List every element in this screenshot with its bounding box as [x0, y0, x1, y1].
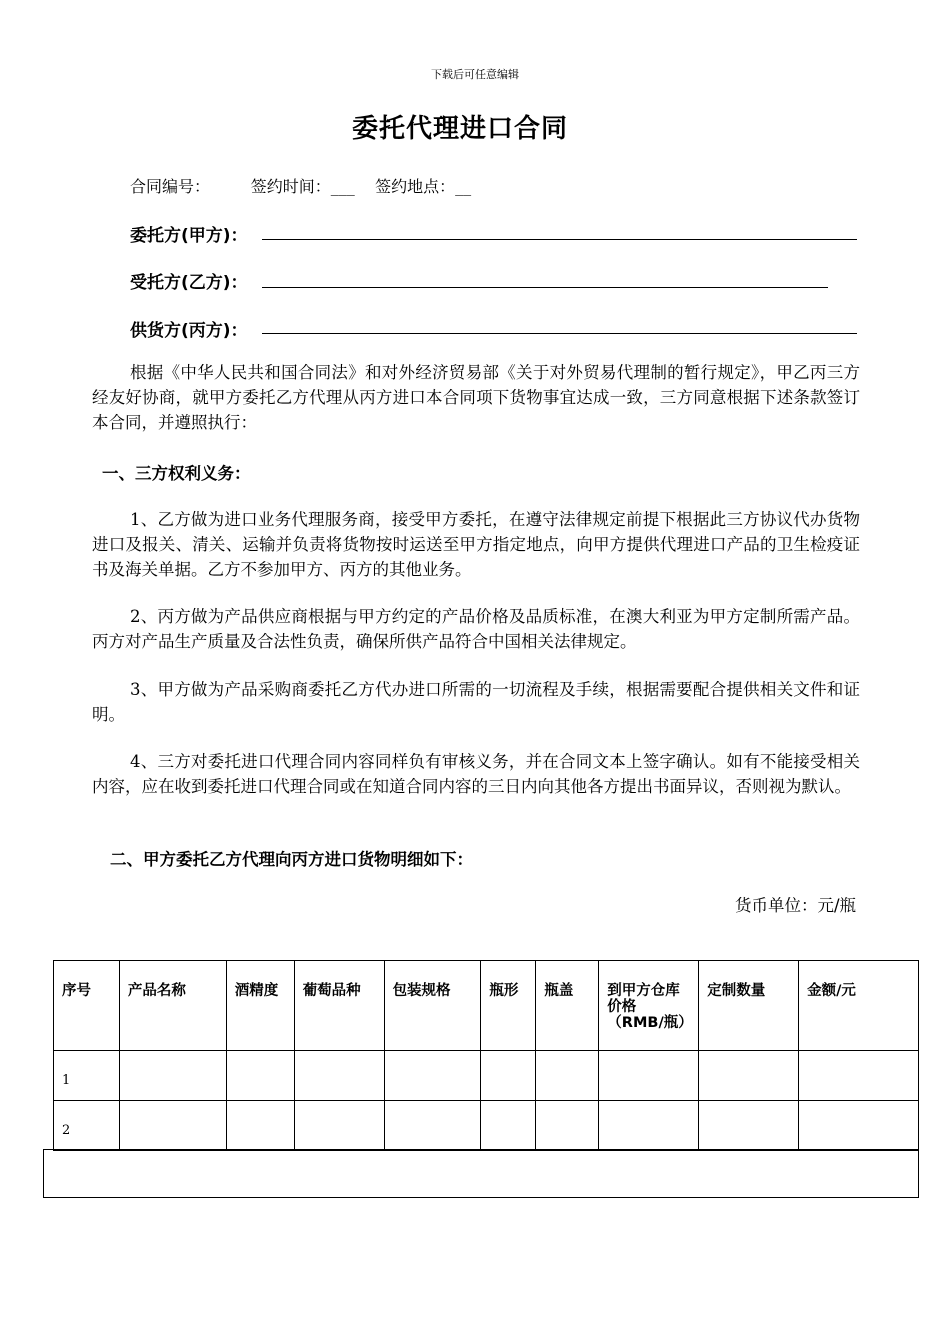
- header-note: 下载后可任意编辑: [431, 68, 519, 81]
- goods-table: [53, 960, 919, 1151]
- clause-3: 3、甲方做为产品采购商委托乙方代办进口所需的一切流程及手续，根据需要配合提供相关文件和证明。: [92, 680, 860, 724]
- sign-time-value: ___: [330, 177, 355, 196]
- clause-4: 4、三方对委托进口代理合同内容同样负有审核义务，并在合同文本上签字确认。如有不能接受相关内容，应在收到委托进口代理合同或在知道合同内容的三日内向其他各方提出书面异议，否则视为默认。: [92, 752, 860, 796]
- document-title: 委托代理进口合同: [351, 114, 568, 144]
- table-continuation-box: [43, 1149, 919, 1198]
- row-number: 2: [62, 1123, 71, 1138]
- party-a-label: 委托方(甲方)：: [130, 226, 248, 246]
- sign-place-value: __: [455, 177, 472, 196]
- party-a-line: [262, 239, 857, 240]
- table-cell: [599, 1101, 699, 1151]
- party-b-line: [262, 287, 828, 288]
- sign-time-label: 签约时间：: [250, 177, 331, 196]
- table-cell: [54, 1101, 120, 1151]
- clause-2: 2、丙方做为产品供应商根据与甲方约定的产品价格及品质标准，在澳大利亚为甲方定制所需产品。丙方对产品生产质量及合法性负责，确保所供产品符合中国相关法律规定。: [92, 607, 860, 651]
- party-c-line: [262, 333, 857, 334]
- table-cell: [536, 1101, 599, 1151]
- table-cell: [119, 1051, 226, 1101]
- table-row: [54, 1101, 919, 1151]
- section-2-title: 二、甲方委托乙方代理向丙方进口货物明细如下：: [110, 850, 473, 869]
- contract-no-label: 合同编号：: [130, 177, 211, 196]
- clause-1: 1、乙方做为进口业务代理服务商，接受甲方委托，在遵守法律规定前提下根据此三方协议代办货物进口及报关、清关、运输并负责将货物按时运送至甲方指定地点，向甲方提供代理进口产品的卫生检疫证书及海关单据。乙方不参加甲方、丙方的其他业务。: [92, 510, 860, 579]
- header-cell: 包装规格: [384, 961, 481, 1051]
- header-cell: 到甲方仓库价格（RMB/瓶）: [599, 961, 699, 1051]
- currency-unit: 货币单位：元/瓶: [734, 896, 856, 915]
- table-cell: [481, 1101, 536, 1151]
- table-cell: [699, 1101, 799, 1151]
- intro-paragraph: 根据《中华人民共和国合同法》和对外经济贸易部《关于对外贸易代理制的暂行规定》，甲乙丙三方经友好协商，就甲方委托乙方代理从丙方进口本合同项下货物事宜达成一致，三方同意根据下述条款签订本合同，并遵照执行：: [92, 363, 860, 432]
- table-cell: [226, 1051, 294, 1101]
- header-cell: 产品名称: [119, 961, 226, 1051]
- section-1-title: 一、三方权利义务：: [102, 464, 251, 483]
- sign-place-label: 签约地点：: [375, 177, 456, 196]
- table-row: [54, 1051, 919, 1101]
- table-cell: [481, 1051, 536, 1101]
- party-c-label: 供货方(丙方)：: [130, 321, 248, 341]
- party-b-label: 受托方(乙方)：: [130, 273, 248, 293]
- table-cell: [294, 1051, 384, 1101]
- header-cell: 酒精度: [226, 961, 294, 1051]
- header-cell: 金额/元: [799, 961, 919, 1051]
- table-cell: [384, 1101, 481, 1151]
- table-cell: [119, 1101, 226, 1151]
- table-cell: [226, 1101, 294, 1151]
- table-cell: [54, 1051, 120, 1101]
- header-cell: 序号: [54, 961, 120, 1051]
- table-cell: [384, 1051, 481, 1101]
- table-cell: [599, 1051, 699, 1101]
- table-cell: [799, 1051, 919, 1101]
- contract-meta: [130, 174, 471, 197]
- table-cell: [799, 1101, 919, 1151]
- header-cell: 瓶形: [481, 961, 536, 1051]
- header-cell: 瓶盖: [536, 961, 599, 1051]
- header-cell: 定制数量: [699, 961, 799, 1051]
- header-cell: 葡萄品种: [294, 961, 384, 1051]
- row-number: 1: [62, 1073, 71, 1088]
- table-cell: [699, 1051, 799, 1101]
- table-cell: [536, 1051, 599, 1101]
- table-header-row: [54, 961, 919, 1051]
- table-cell: [294, 1101, 384, 1151]
